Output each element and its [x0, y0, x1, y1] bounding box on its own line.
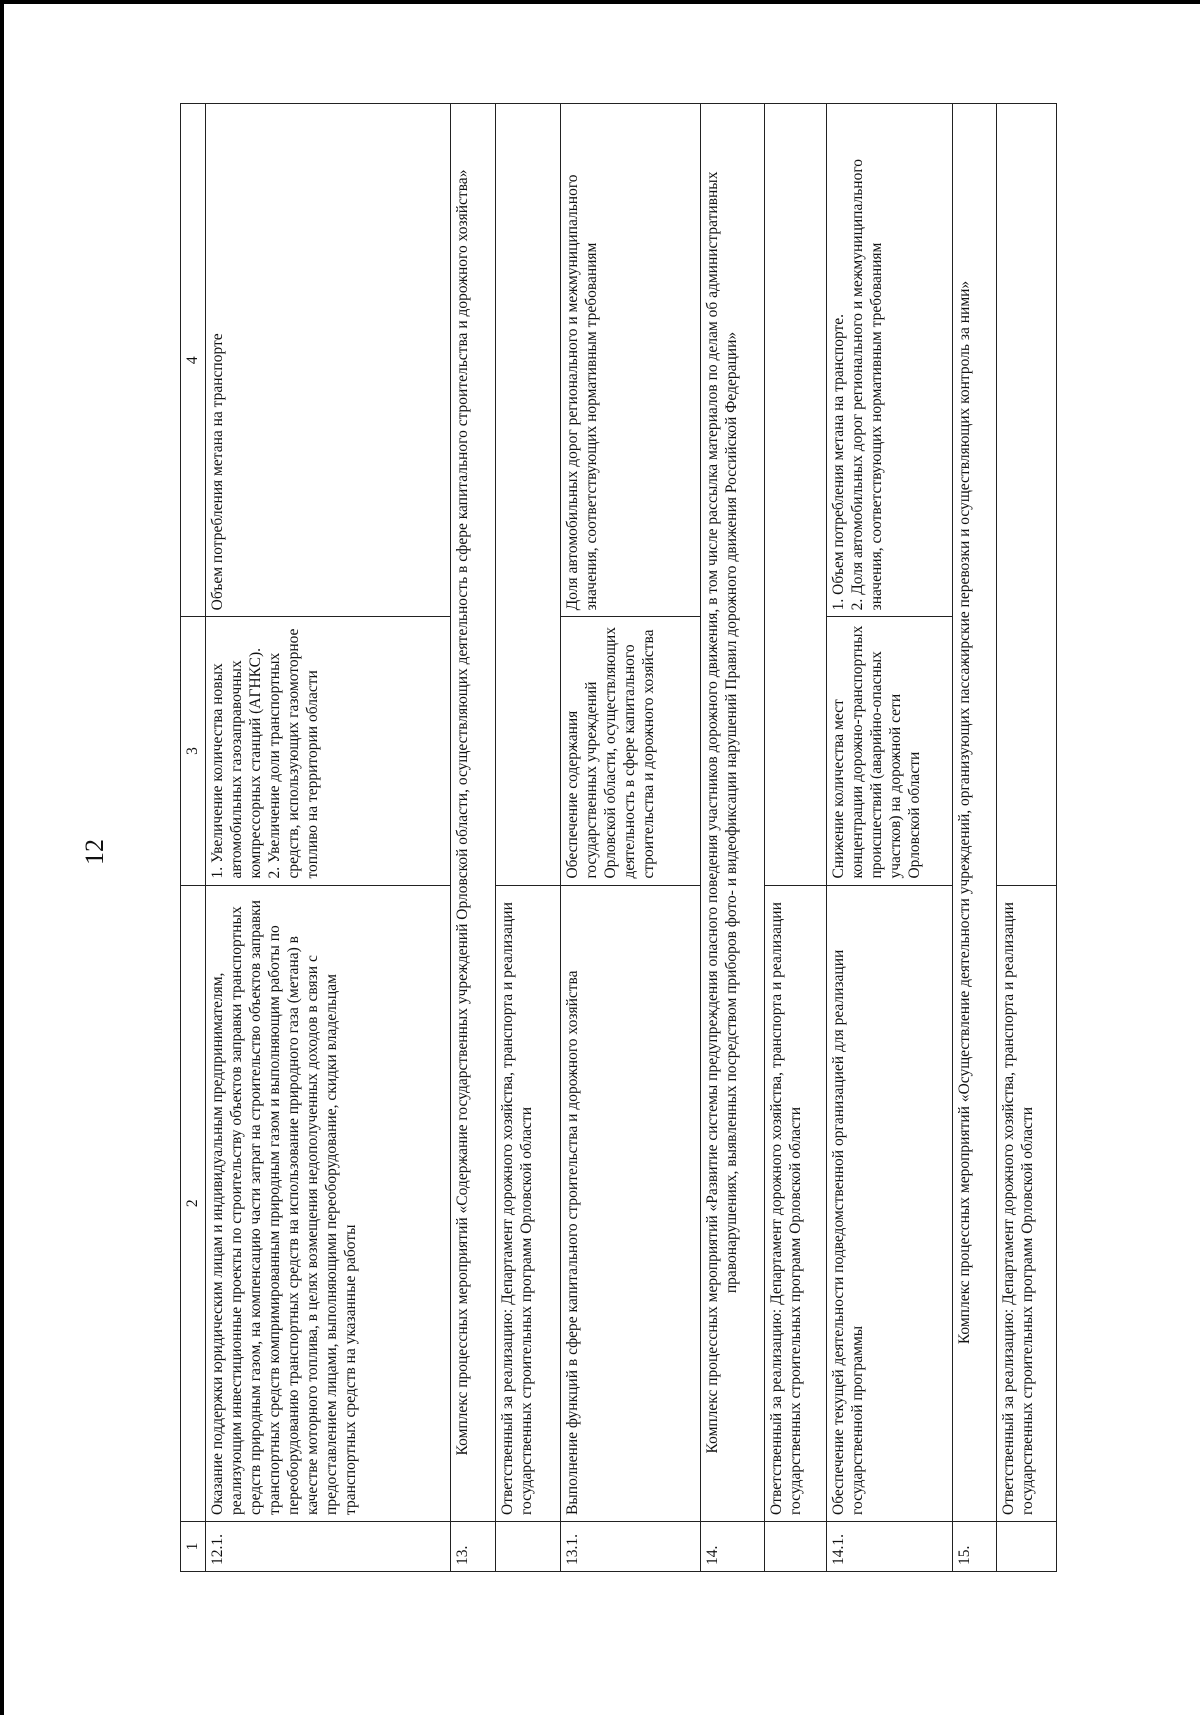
responsible-row-15 — [997, 104, 1057, 1572]
responsible-row-13 — [496, 104, 561, 1572]
program-measures-table — [180, 103, 1057, 1572]
effect-cell: Обеспечение содержания государственных учреждений Орловской области, осуществляющих деятельность в сфере капитального строительства и дорожного хозяйства — [561, 617, 701, 885]
row-number: 14. — [701, 1521, 765, 1571]
task-cell: Выполнение функций в сфере капитального строительства и дорожного хозяйства — [561, 885, 701, 1521]
effect-cell: Снижение количества мест концентрации дорожно-транспортных происшествий (аварийно-опасных участков) на дорожной сети Орловской области — [827, 617, 953, 885]
scan-edge-left — [0, 0, 4, 1715]
header-col-1: 1 — [181, 1521, 206, 1571]
rotated-table-container — [180, 103, 1036, 1572]
page-number: 12 — [80, 839, 109, 865]
section-title: Комплекс процессных мероприятий «Развитие системы предупреждения опасного поведения участников дорожного движения, в том числе рассылка материалов по делам об административных правонарушениях, выявленных посредством приборов фото- и видеофиксации нарушений Правил дорожного движения Российской Федерации» — [701, 104, 765, 1522]
scan-edge-top — [0, 0, 1200, 4]
row-number: 14.1. — [827, 1521, 953, 1571]
section-row-13 — [451, 104, 496, 1572]
row-number: 13. — [451, 1521, 496, 1571]
indicator-cell: Доля автомобильных дорог регионального и межмуниципального значения, соответствующих нормативным требованиям — [561, 104, 701, 617]
header-col-3: 3 — [181, 617, 206, 885]
table-row-12-1 — [206, 104, 451, 1572]
responsible-row-14 — [765, 104, 827, 1572]
indicator-item-2: 2. Доля автомобильных дорог регионального и межмуниципального значения, соответствующих нормативным требованиям — [849, 158, 885, 611]
table-row-13-1 — [561, 104, 701, 1572]
header-col-4: 4 — [181, 104, 206, 617]
indicator-cell: Объем потребления метана на транспорте — [206, 104, 451, 617]
section-title: Комплекс процессных мероприятий «Осуществление деятельности учреждений, организующих пассажирские перевозки и осуществляющих контроль за ними» — [953, 104, 997, 1522]
section-title: Комплекс процессных мероприятий «Содержание государственных учреждений Орловской области, осуществляющих деятельность в сфере капитального строительства и дорожного хозяйства» — [451, 104, 496, 1522]
section-row-15 — [953, 104, 997, 1572]
indicator-item-1: 1. Объем потребления метана на транспорте. — [830, 313, 847, 611]
row-number: 13.1. — [561, 1521, 701, 1571]
row-number: 12.1. — [206, 1521, 451, 1571]
indicator-cell — [827, 104, 953, 617]
responsible-text: Ответственный за реализацию: Департамент дорожного хозяйства, транспорта и реализации государственных строительных программ Орловской области — [496, 885, 561, 1521]
table-header-row — [181, 104, 206, 1572]
effect-cell — [206, 617, 451, 885]
effect-item-1: 1. Увеличение количества новых автомобильных газозаправочных компрессорных станций (АГНКС). — [209, 648, 264, 879]
effect-item-2: 2. Увеличение доли транспортных средств, использующих газомоторное топливо на территории области — [266, 628, 321, 879]
section-row-14 — [701, 104, 765, 1572]
header-col-2: 2 — [181, 885, 206, 1521]
responsible-text: Ответственный за реализацию: Департамент дорожного хозяйства, транспорта и реализации государственных строительных программ Орловской области — [997, 885, 1057, 1521]
responsible-text: Ответственный за реализацию: Департамент дорожного хозяйства, транспорта и реализации государственных строительных программ Орловской области — [765, 885, 827, 1521]
row-number: 15. — [953, 1521, 997, 1571]
task-cell: Обеспечение текущей деятельности подведомственной организацией для реализации государственной программы — [827, 885, 953, 1521]
task-cell: Оказание поддержки юридическим лицам и индивидуальным предпринимателям, реализующим инвестиционные проекты по строительству объектов заправки транспортных средств природным газом, на компенсацию части затрат на строительство объектов заправки транспортных средств компримированным природным газом и выполняющим работы по переоборудованию транспортных средств на использование природного газа (метана) в качестве моторного топлива, в целях возмещения недополученных доходов в связи с предоставлением лицами, выполняющими переоборудование, скидки владельцам транспортных средств на указанные работы — [206, 885, 451, 1521]
table-row-14-1 — [827, 104, 953, 1572]
